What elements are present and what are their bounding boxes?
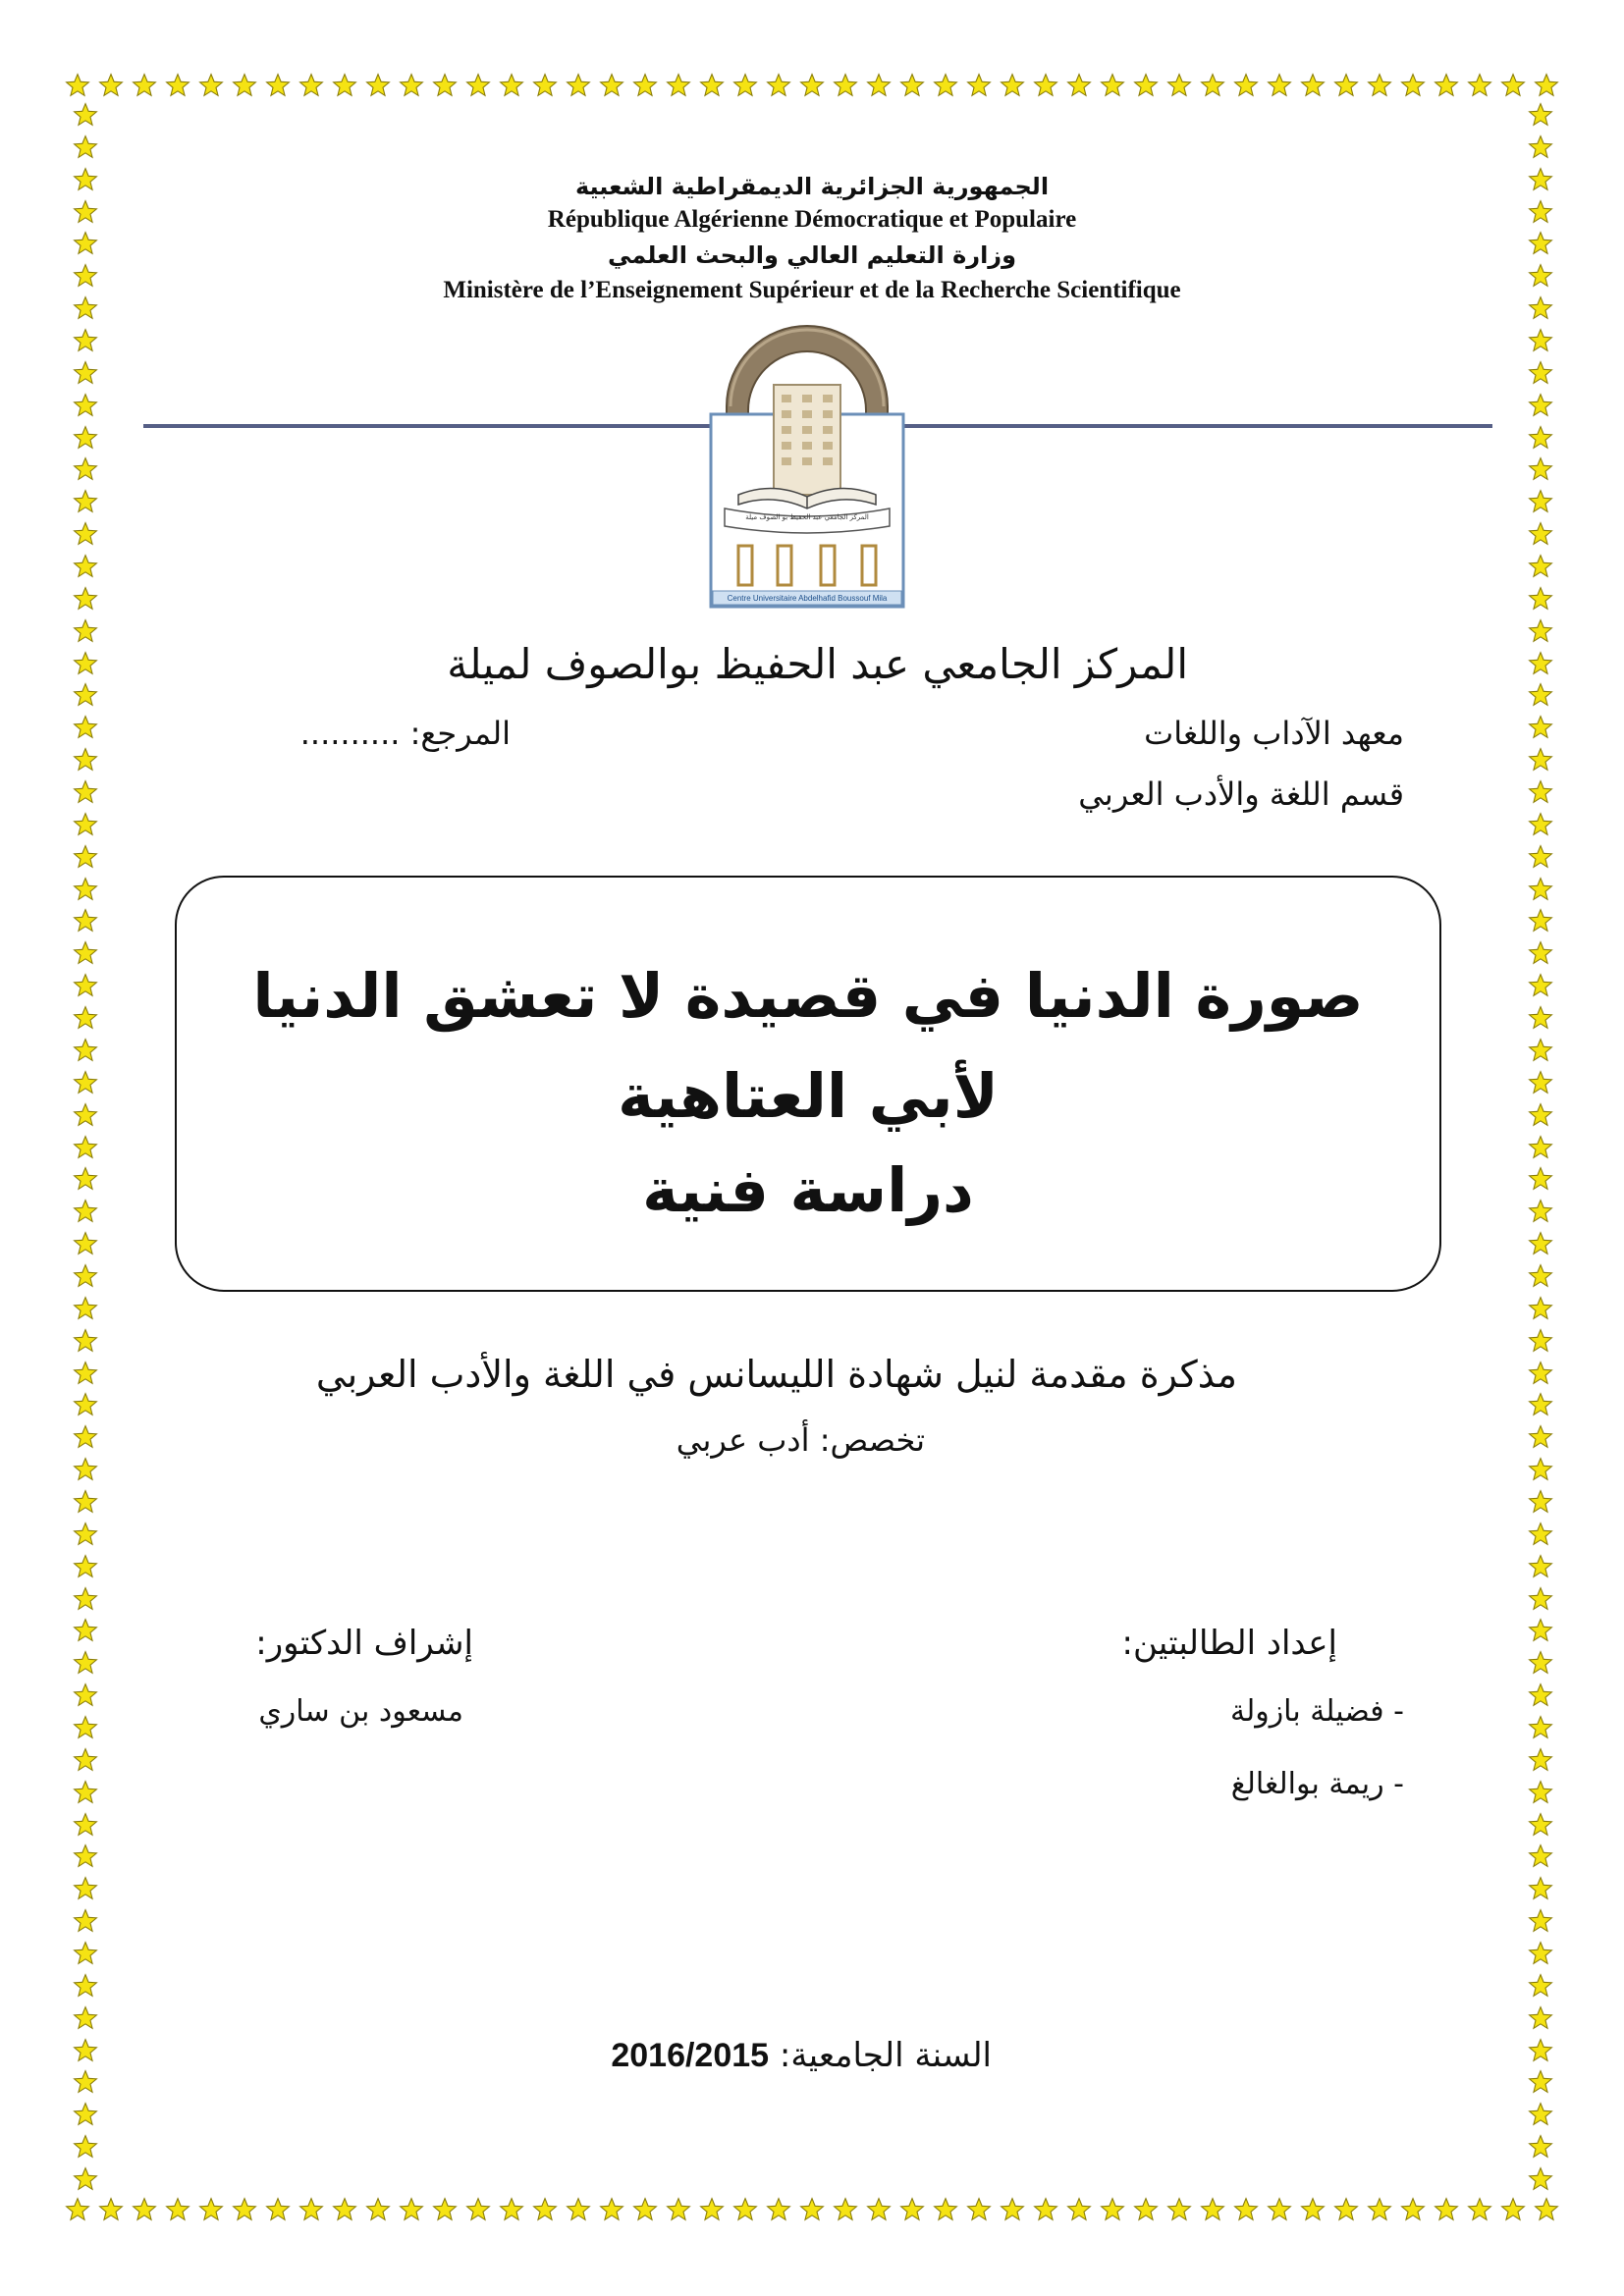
star-icon (1233, 73, 1259, 98)
star-icon (73, 1102, 98, 1128)
ministry-arabic: وزارة التعليم العالي والبحث العلمي (607, 241, 1017, 269)
logo-latin-caption: Centre Universitaire Abdelhafid Boussouf Mila (727, 594, 888, 603)
star-icon (1528, 1361, 1553, 1386)
star-icon (1166, 2197, 1192, 2222)
star-icon (1528, 1522, 1553, 1547)
star-icon (98, 73, 124, 98)
star-icon (73, 1941, 98, 1966)
star-icon (1528, 747, 1553, 773)
ministry-french: Ministère de l’Enseignement Supérieur et de la Recherche Scientifique (443, 277, 1181, 303)
star-icon (73, 102, 98, 128)
thesis-title-box (175, 876, 1441, 1292)
star-icon (1528, 2069, 1553, 2095)
thesis-title-line-2: لأبي العتاهية (618, 1060, 999, 1132)
star-icon (1534, 73, 1559, 98)
star-icon (599, 2197, 624, 2222)
star-icon (73, 1489, 98, 1515)
star-icon (1367, 2197, 1392, 2222)
star-icon (1500, 2197, 1526, 2222)
star-icon (566, 2197, 591, 2222)
star-icon (465, 2197, 491, 2222)
star-icon (1528, 1876, 1553, 1901)
star-icon (799, 73, 825, 98)
star-icon (73, 1038, 98, 1063)
star-icon (399, 73, 424, 98)
star-icon (1528, 489, 1553, 514)
star-icon (73, 521, 98, 547)
star-icon (73, 844, 98, 870)
star-icon (1300, 73, 1326, 98)
star-icon (1528, 1941, 1553, 1966)
star-icon (1528, 2134, 1553, 2160)
star-icon (1528, 1747, 1553, 1773)
star-icon (73, 1618, 98, 1643)
star-icon (1000, 2197, 1025, 2222)
star-icon (1066, 73, 1092, 98)
star-icon (73, 1812, 98, 1838)
star-icon (1528, 586, 1553, 612)
star-icon (833, 2197, 858, 2222)
star-icon (73, 940, 98, 966)
star-icon (332, 73, 357, 98)
star-icon (1528, 360, 1553, 386)
star-icon (73, 1392, 98, 1417)
star-icon (365, 73, 391, 98)
star-icon (365, 2197, 391, 2222)
star-icon (1528, 554, 1553, 579)
star-icon (73, 973, 98, 998)
star-icon (766, 73, 791, 98)
star-icon (1528, 134, 1553, 160)
star-icon (73, 425, 98, 451)
star-icon (766, 2197, 791, 2222)
star-icon (699, 2197, 725, 2222)
star-icon (866, 73, 892, 98)
star-icon (1528, 1715, 1553, 1740)
star-icon (1528, 973, 1553, 998)
star-icon (73, 2166, 98, 2192)
star-icon (899, 73, 925, 98)
supervisor-name: مسعود بن ساري (258, 1694, 463, 1729)
star-icon (73, 1554, 98, 1579)
star-icon (98, 2197, 124, 2222)
star-icon (1367, 73, 1392, 98)
star-icon (73, 2134, 98, 2160)
star-icon (1528, 1038, 1553, 1063)
star-icon (1528, 1908, 1553, 1934)
star-icon (73, 1843, 98, 1869)
star-border-right (1526, 102, 1555, 2192)
star-icon (966, 73, 992, 98)
star-icon (73, 1457, 98, 1482)
star-icon (632, 73, 658, 98)
star-icon (73, 360, 98, 386)
star-icon (1528, 1263, 1553, 1289)
star-icon (1534, 2197, 1559, 2222)
star-icon (1528, 715, 1553, 740)
star-icon (73, 554, 98, 579)
star-icon (1100, 2197, 1125, 2222)
star-icon (73, 1166, 98, 1192)
star-icon (165, 2197, 190, 2222)
star-icon (1528, 1199, 1553, 1224)
star-icon (332, 2197, 357, 2222)
star-icon (73, 1070, 98, 1095)
star-icon (1434, 73, 1459, 98)
star-icon (1400, 2197, 1426, 2222)
star-icon (1528, 1457, 1553, 1482)
star-icon (1333, 73, 1359, 98)
star-icon (1528, 682, 1553, 708)
star-icon (73, 134, 98, 160)
star-icon (833, 73, 858, 98)
star-icon (73, 1747, 98, 1773)
star-icon (666, 73, 691, 98)
star-icon (73, 1263, 98, 1289)
star-icon (1528, 779, 1553, 805)
star-icon (1528, 102, 1553, 128)
star-icon (298, 73, 324, 98)
star-icon (65, 2197, 90, 2222)
star-icon (73, 1908, 98, 1934)
star-icon (73, 908, 98, 934)
student-name-2: - ريمة بوالغالغ (1230, 1767, 1404, 1801)
star-icon (1200, 73, 1225, 98)
star-icon (1528, 812, 1553, 837)
logo-arabic-caption: المركز الجامعي عبد الحفيظ بو الصوف ميلة (745, 513, 869, 521)
star-icon (73, 1522, 98, 1547)
star-border-bottom (65, 2195, 1559, 2224)
star-icon (1467, 73, 1492, 98)
star-icon (232, 2197, 257, 2222)
star-icon (73, 779, 98, 805)
star-icon (1467, 2197, 1492, 2222)
star-icon (1133, 2197, 1159, 2222)
star-icon (1528, 2005, 1553, 2031)
star-icon (1528, 940, 1553, 966)
star-icon (1400, 73, 1426, 98)
star-icon (1033, 2197, 1058, 2222)
star-icon (73, 877, 98, 902)
star-icon (732, 73, 758, 98)
star-icon (1528, 1005, 1553, 1031)
star-icon (532, 73, 558, 98)
star-icon (73, 1361, 98, 1386)
star-icon (499, 2197, 524, 2222)
star-icon (1528, 521, 1553, 547)
star-icon (73, 682, 98, 708)
star-icon (73, 1231, 98, 1256)
star-icon (265, 2197, 291, 2222)
star-icon (73, 1586, 98, 1612)
star-icon (73, 1682, 98, 1708)
thesis-title-line-1: صورة الدنيا في قصيدة لا تعشق الدنيا (252, 960, 1364, 1032)
star-icon (432, 2197, 458, 2222)
star-icon (1066, 2197, 1092, 2222)
department-name: قسم اللغة والأدب العربي (1078, 775, 1404, 813)
thesis-title-line-3: دراسة فنية (642, 1154, 974, 1226)
star-icon (1528, 1070, 1553, 1095)
star-icon (1528, 1780, 1553, 1805)
star-icon (532, 2197, 558, 2222)
star-icon (1267, 2197, 1292, 2222)
star-icon (966, 2197, 992, 2222)
star-icon (1528, 1843, 1553, 1869)
star-icon (73, 489, 98, 514)
star-icon (198, 73, 224, 98)
star-icon (1528, 2166, 1553, 2192)
star-icon (1528, 393, 1553, 418)
star-icon (198, 2197, 224, 2222)
star-icon (1528, 1166, 1553, 1192)
star-icon (465, 73, 491, 98)
star-icon (73, 328, 98, 353)
star-icon (933, 2197, 958, 2222)
institute-name: معهد الآداب واللغات (1144, 715, 1404, 752)
star-icon (1166, 73, 1192, 98)
star-icon (732, 2197, 758, 2222)
star-icon (73, 1135, 98, 1160)
academic-year (611, 2036, 992, 2075)
star-icon (73, 2005, 98, 2031)
star-icon (73, 812, 98, 837)
star-icon (1200, 2197, 1225, 2222)
star-icon (799, 2197, 825, 2222)
star-icon (866, 2197, 892, 2222)
star-icon (298, 2197, 324, 2222)
star-icon (1528, 1554, 1553, 1579)
star-icon (1300, 2197, 1326, 2222)
star-icon (73, 1296, 98, 1321)
star-icon (599, 73, 624, 98)
star-icon (1528, 1392, 1553, 1417)
star-icon (1528, 1489, 1553, 1515)
star-icon (1333, 2197, 1359, 2222)
star-icon (73, 1199, 98, 1224)
header-rule-left (143, 424, 719, 428)
star-icon (73, 618, 98, 644)
thesis-specialty: تخصص: أدب عربي (676, 1421, 925, 1459)
students-heading: إعداد الطالبتين: (1121, 1624, 1337, 1663)
academic-year-value: 2016/2015 (611, 2037, 770, 2074)
star-icon (1528, 844, 1553, 870)
star-border-left (71, 102, 100, 2192)
star-icon (73, 1715, 98, 1740)
star-icon (1528, 908, 1553, 934)
star-icon (1528, 1682, 1553, 1708)
star-icon (73, 586, 98, 612)
star-icon (232, 73, 257, 98)
star-icon (132, 73, 157, 98)
header-rule-right (901, 424, 1492, 428)
star-icon (1033, 73, 1058, 98)
star-icon (73, 651, 98, 676)
star-icon (1528, 1296, 1553, 1321)
thesis-description: مذكرة مقدمة لنيل شهادة الليسانس في اللغة والأدب العربي (315, 1353, 1237, 1396)
star-icon (1528, 1231, 1553, 1256)
star-icon (73, 2069, 98, 2095)
star-icon (73, 456, 98, 482)
star-icon (1528, 1973, 1553, 1999)
star-icon (165, 73, 190, 98)
academic-year-label: السنة الجامعية: (779, 2036, 992, 2075)
star-icon (73, 747, 98, 773)
star-icon (1528, 1424, 1553, 1450)
star-icon (1528, 1812, 1553, 1838)
star-icon (73, 1650, 98, 1676)
star-icon (73, 2038, 98, 2063)
star-icon (933, 73, 958, 98)
star-icon (73, 1424, 98, 1450)
star-icon (1528, 425, 1553, 451)
star-icon (1233, 2197, 1259, 2222)
star-icon (1528, 1328, 1553, 1354)
star-icon (1434, 2197, 1459, 2222)
supervisor-heading: إشراف الدكتور: (255, 1624, 473, 1663)
university-center-name: المركز الجامعي عبد الحفيظ بوالصوف لميلة (447, 640, 1188, 688)
star-icon (1528, 2102, 1553, 2127)
republic-french: République Algérienne Démocratique et Populaire (547, 206, 1077, 233)
star-icon (1528, 2038, 1553, 2063)
star-icon (65, 73, 90, 98)
star-icon (432, 73, 458, 98)
star-icon (73, 1780, 98, 1805)
star-icon (265, 73, 291, 98)
university-logo (709, 316, 905, 611)
star-icon (73, 1005, 98, 1031)
star-border-top (65, 71, 1559, 100)
star-icon (1528, 456, 1553, 482)
republic-arabic: الجمهورية الجزائرية الديمقراطية الشعبية (574, 173, 1050, 200)
star-icon (1528, 651, 1553, 676)
star-icon (73, 715, 98, 740)
star-icon (73, 1973, 98, 1999)
star-icon (899, 2197, 925, 2222)
star-icon (132, 2197, 157, 2222)
student-name-1: - فضيلة بازولة (1229, 1694, 1404, 1729)
star-icon (1267, 73, 1292, 98)
star-icon (1100, 73, 1125, 98)
star-icon (1133, 73, 1159, 98)
star-icon (73, 1876, 98, 1901)
star-icon (1528, 877, 1553, 902)
star-icon (499, 73, 524, 98)
star-icon (632, 2197, 658, 2222)
star-icon (73, 1328, 98, 1354)
star-icon (1528, 1650, 1553, 1676)
star-icon (1528, 1618, 1553, 1643)
star-icon (666, 2197, 691, 2222)
star-icon (73, 393, 98, 418)
star-icon (1500, 73, 1526, 98)
star-icon (1528, 618, 1553, 644)
star-icon (699, 73, 725, 98)
star-icon (1528, 1586, 1553, 1612)
star-icon (1528, 1135, 1553, 1160)
star-icon (1000, 73, 1025, 98)
star-icon (1528, 328, 1553, 353)
reference-field: المرجع: .......... (299, 715, 511, 752)
star-icon (1528, 1102, 1553, 1128)
star-icon (73, 2102, 98, 2127)
star-icon (399, 2197, 424, 2222)
star-icon (566, 73, 591, 98)
